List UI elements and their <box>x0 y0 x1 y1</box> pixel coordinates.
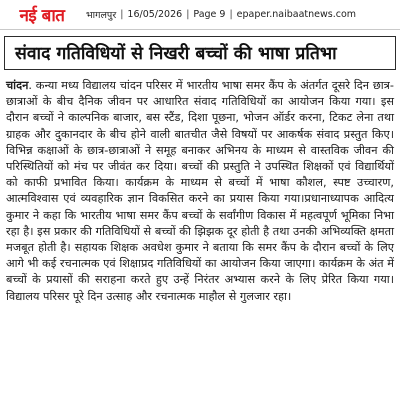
separator: | <box>229 9 233 20</box>
article-headline: संवाद गतिविधियों से निखरी बच्चों की भाषा प्रतिभा <box>15 44 337 64</box>
edition-name: भागलपुर <box>86 10 117 21</box>
edition-meta <box>86 8 356 21</box>
article-dateline: चांदन <box>6 79 29 92</box>
website-link[interactable]: epaper.naibaatnews.com <box>236 9 357 20</box>
article-body <box>6 78 394 305</box>
separator: | <box>186 9 190 20</box>
separator: | <box>120 9 124 20</box>
edition-date: 16/05/2026 <box>127 9 183 20</box>
masthead-bar <box>0 0 400 30</box>
article-body-text: . कन्या मध्य विद्यालय चांदन परिसर में भारतीय भाषा समर कैंप के अंतर्गत दूसरे दिन छात्र-छात्राओं के बीच दैनिक जीवन पर आधारित संवाद गतिविधियों का आयोजन किया गया। इस दौरान बच्चों ने काल्पनिक बाजार, बस स्टैंड, दिशा पूछना, भोजन ऑर्डर करना, टिकट लेना तथा ग्राहक और दुकानदार के बीच होने वाली बातचीत जैसे विषयों पर आकर्षक संवाद प्रस्तुत किए। विभिन्न कक्षाओं के छात्र-छात्राओं ने समूह बनाकर अभिनय के माध्यम से वास्तविक जीवन की परिस्थितियों को मंच पर जीवंत कर दिया। बच्चों की प्रस्तुति ने उपस्थित शिक्षकों एवं विद्यार्थियों को काफी प्रभावित किया। कार्यक्रम के माध्यम से बच्चों में भाषा कौशल, स्पष्ट उच्चारण, आत्मविश्वास एवं व्यवहारिक ज्ञान विकसित करने का प्रयास किया गया।प्रधानाध्यापक आदित्य कुमार ने कहा कि भारतीय भाषा समर कैंप बच्चों के सर्वांगीण विकास में महत्वपूर्ण भूमिका निभा रहा है। इस प्रकार की गतिविधियों से बच्चों की झिझक दूर होती है तथा उनकी अभिव्यक्ति क्षमता मजबूत होती है। सहायक शिक्षक अवधेश कुमार ने बताया कि समर कैंप के दौरान बच्चों के लिए आगे भी कई रचनात्मक एवं शिक्षाप्रद गतिविधियों का आयोजन किया जाएगा। कार्यक्रम के अंत में बच्चों के प्रयासों की सराहना करते हुए उन्हें निरंतर अभ्यास करने के लिए प्रेरित किया गया। विद्यालय परिसर पूरे दिन उत्साह और रचनात्मक माहौल से गुलजार रहा। <box>6 79 394 303</box>
headline-frame <box>4 36 396 70</box>
page-number: Page 9 <box>193 9 226 20</box>
newspaper-logo: नई बात <box>19 6 65 26</box>
